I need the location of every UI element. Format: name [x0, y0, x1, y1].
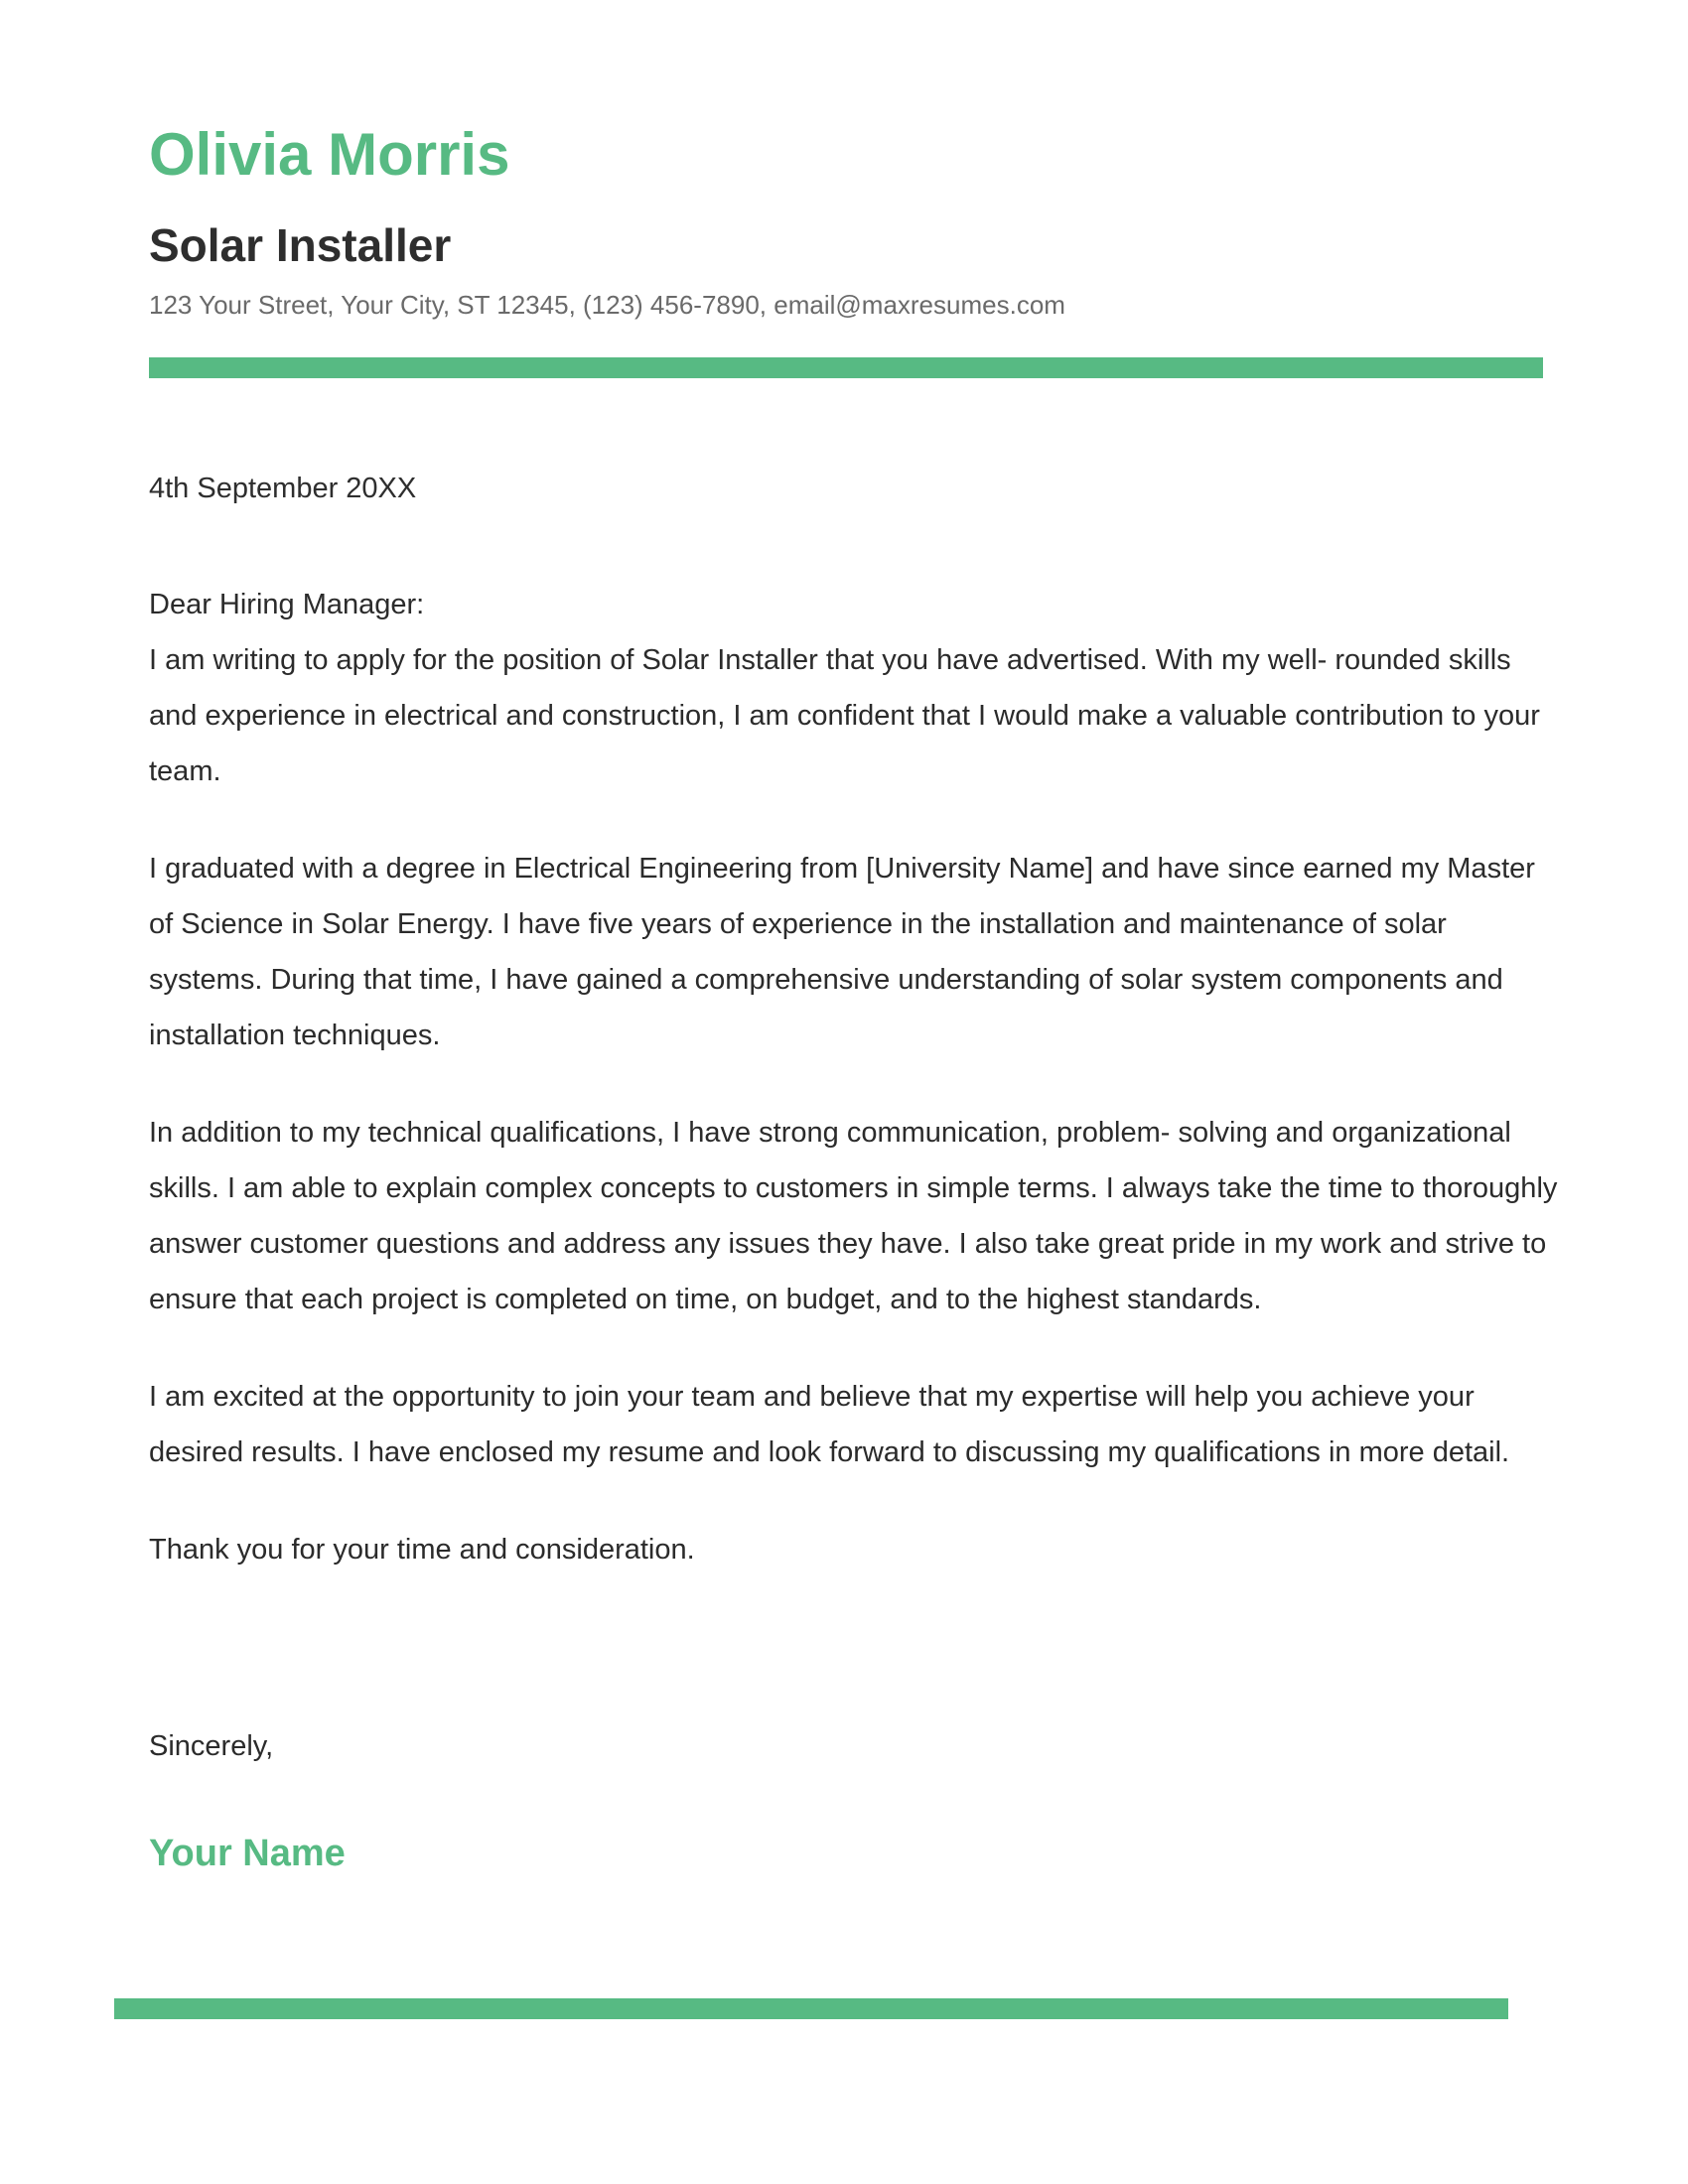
letter-date: 4th September 20XX — [149, 473, 417, 504]
closing-line: Sincerely, — [149, 1730, 274, 1762]
paragraph-skills: In addition to my technical qualifications, I have strong communication, problem- solving and organizational skills. I am able to explain complex concepts to customers in simple terms. I always take the time to thoroughly answer customer questions and address any issues they have. I also take great pride in my work and strive to ensure that each project is completed on time, on budget, and to the highest standards. — [149, 1117, 1558, 1315]
letter-body — [149, 577, 1559, 1619]
paragraph-intro: I am writing to apply for the position of Solar Installer that you have advertised. With my well- rounded skills and experience in electrical and construction, I am confident that I would make a valuable contribution to your team. — [149, 644, 1540, 787]
job-title: Solar Installer — [149, 219, 452, 271]
salutation: Dear Hiring Manager: — [149, 589, 425, 620]
top-divider — [149, 357, 1543, 378]
signature-name: Your Name — [149, 1833, 346, 1874]
applicant-name: Olivia Morris — [149, 121, 510, 188]
contact-info: 123 Your Street, Your City, ST 12345, (123) 456-7890, email@maxresumes.com — [149, 290, 1065, 320]
paragraph-education: I graduated with a degree in Electrical Engineering from [University Name] and have since earned my Master of Science in Solar Energy. I have five years of experience in the installation and maintenance of solar systems. During that time, I have gained a comprehensive understanding of solar system components and installation techniques. — [149, 853, 1535, 1051]
bottom-divider — [114, 1998, 1508, 2019]
paragraph-closing-statement: I am excited at the opportunity to join your team and believe that my expertise will help you achieve your desired results. I have enclosed my resume and look forward to discussing my qualifications in more detail. — [149, 1381, 1510, 1468]
paragraph-thanks: Thank you for your time and consideration. — [149, 1534, 695, 1566]
